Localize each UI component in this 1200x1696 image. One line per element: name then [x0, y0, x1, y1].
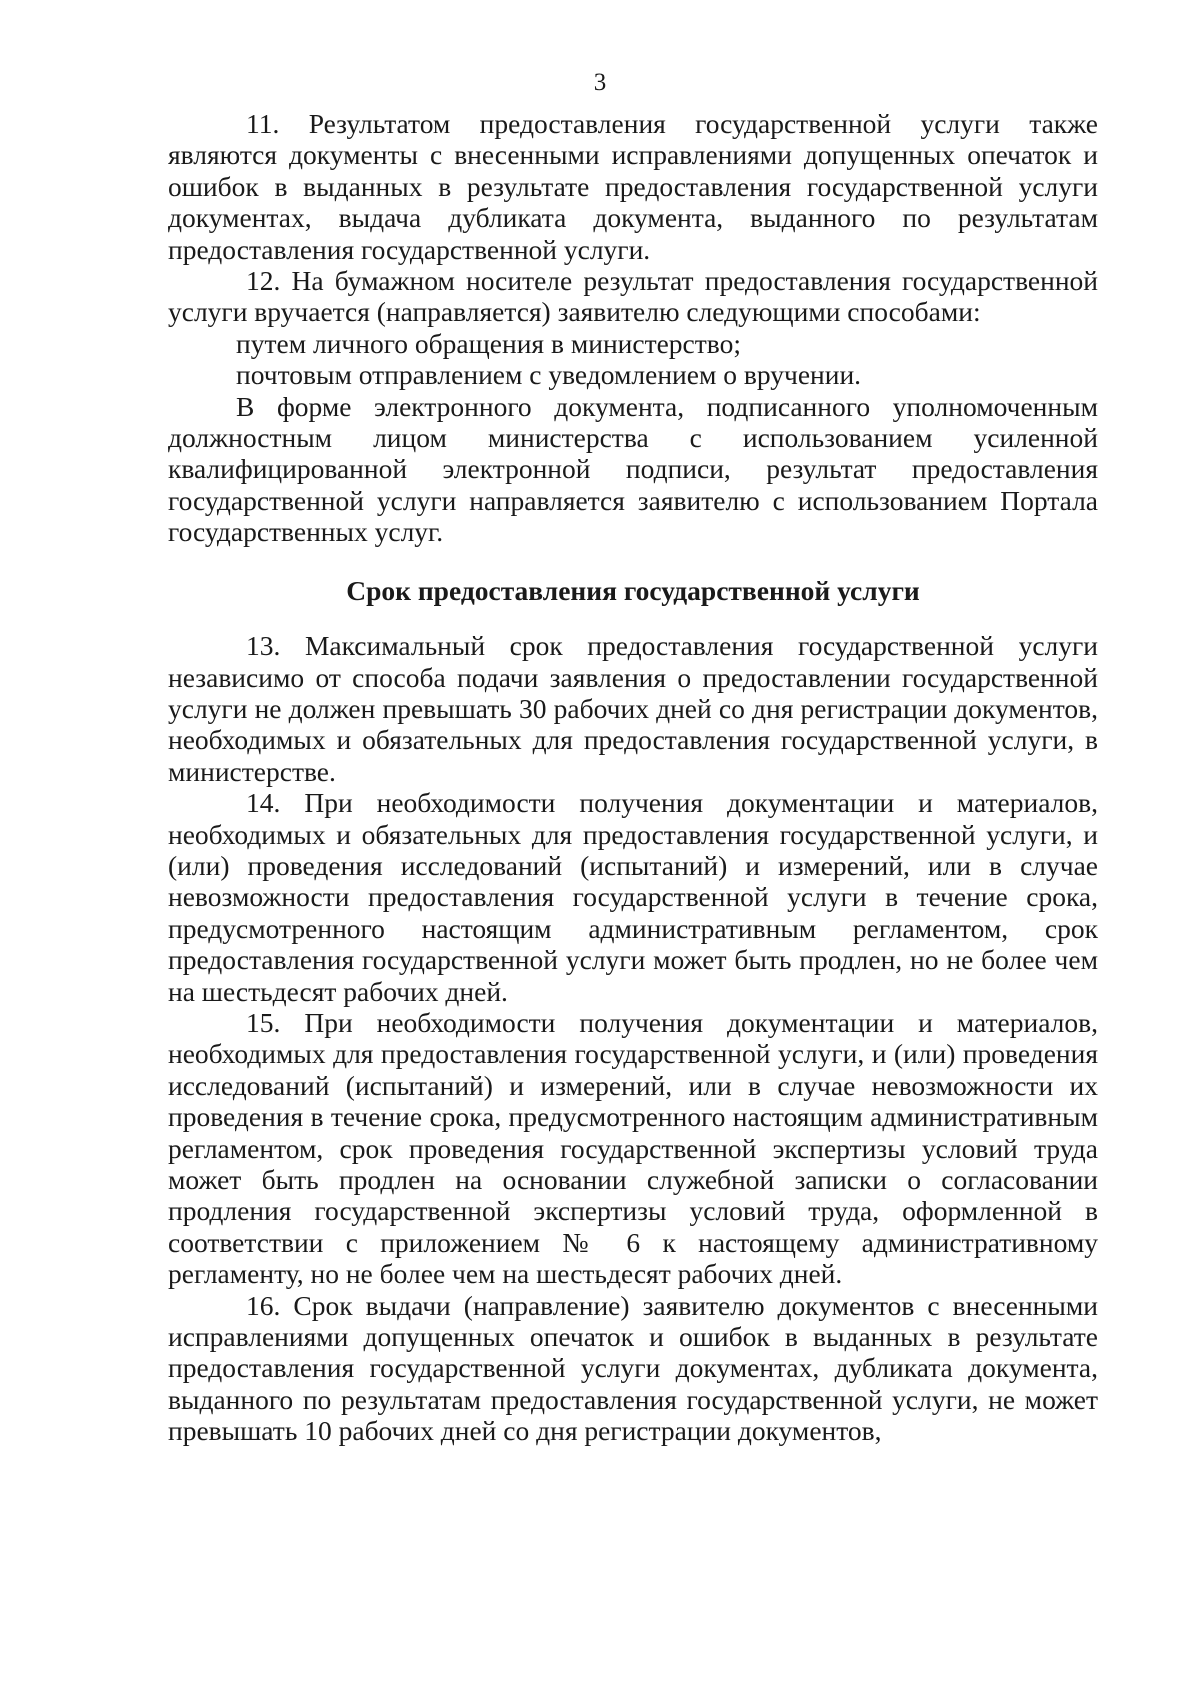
- paragraph-11: 11. Результатом предоставления государственной услуги также являются документы с внесенными исправлениями допущенных опечаток и ошибок в выданных в результате предоставления государственной услуги документах, выдача дубликата документа, выданного по результатам предоставления государственной услуги.: [168, 108, 1098, 265]
- document-body: [168, 108, 1098, 1447]
- paragraph-12: 12. На бумажном носителе результат предоставления государственной услуги вручается (направляется) заявителю следующими способами:: [168, 265, 1098, 328]
- section-heading: Срок предоставления государственной услуги: [346, 574, 920, 606]
- paragraph-16: 16. Срок выдачи (направление) заявителю документов с внесенными исправлениями допущенных опечаток и ошибок в выданных в результате предоставления государственной услуги документах, дубликата документа, выданного по результатам предоставления государственной услуги, не может превышать 10 рабочих дней со дня регистрации документов,: [168, 1289, 1098, 1447]
- list-item-personal-visit: путем личного обращения в министерство;: [236, 327, 741, 359]
- paragraph-15: 15. При необходимости получения документации и материалов, необходимых для предоставления государственной услуги, и (или) проведения исследований (испытаний) и измерений, или в случае невозможности их проведения в течение срока, предусмотренного настоящим административным регламентом, срок проведения государственной экспертизы условий труда может быть продлен на основании служебной записки о согласовании продления государственной экспертизы условий труда, оформленной в соответствии с приложением № 6 к настоящему административному регламенту, но не более чем на шестьдесят рабочих дней.: [168, 1006, 1098, 1290]
- page-number: 3: [593, 69, 607, 96]
- paragraph-13: 13. Максимальный срок предоставления государственной услуги независимо от способа подачи заявления о предоставлении государственной услуги не должен превышать 30 рабочих дней со дня регистрации документов, необходимых и обязательных для предоставления государственной услуги, в министерстве.: [168, 630, 1098, 787]
- list-item-postal-delivery: почтовым отправлением с уведомлением о вручении.: [236, 359, 862, 391]
- paragraph-14: 14. При необходимости получения документации и материалов, необходимых и обязательных для предоставления государственной услуги, и (или) проведения исследований (испытаний) и измерений, или в случае невозможности предоставления государственной услуги в течение срока, предусмотренного настоящим административным регламентом, срок предоставления государственной услуги может быть продлен, но не более чем на шестьдесят рабочих дней.: [168, 787, 1098, 1007]
- paragraph-electronic-form: В форме электронного документа, подписанного уполномоченным должностным лицом министерства с использованием усиленной квалифицированной электронной подписи, результат предоставления государственной услуги направляется заявителю с использованием Портала государственных услуг.: [168, 390, 1098, 548]
